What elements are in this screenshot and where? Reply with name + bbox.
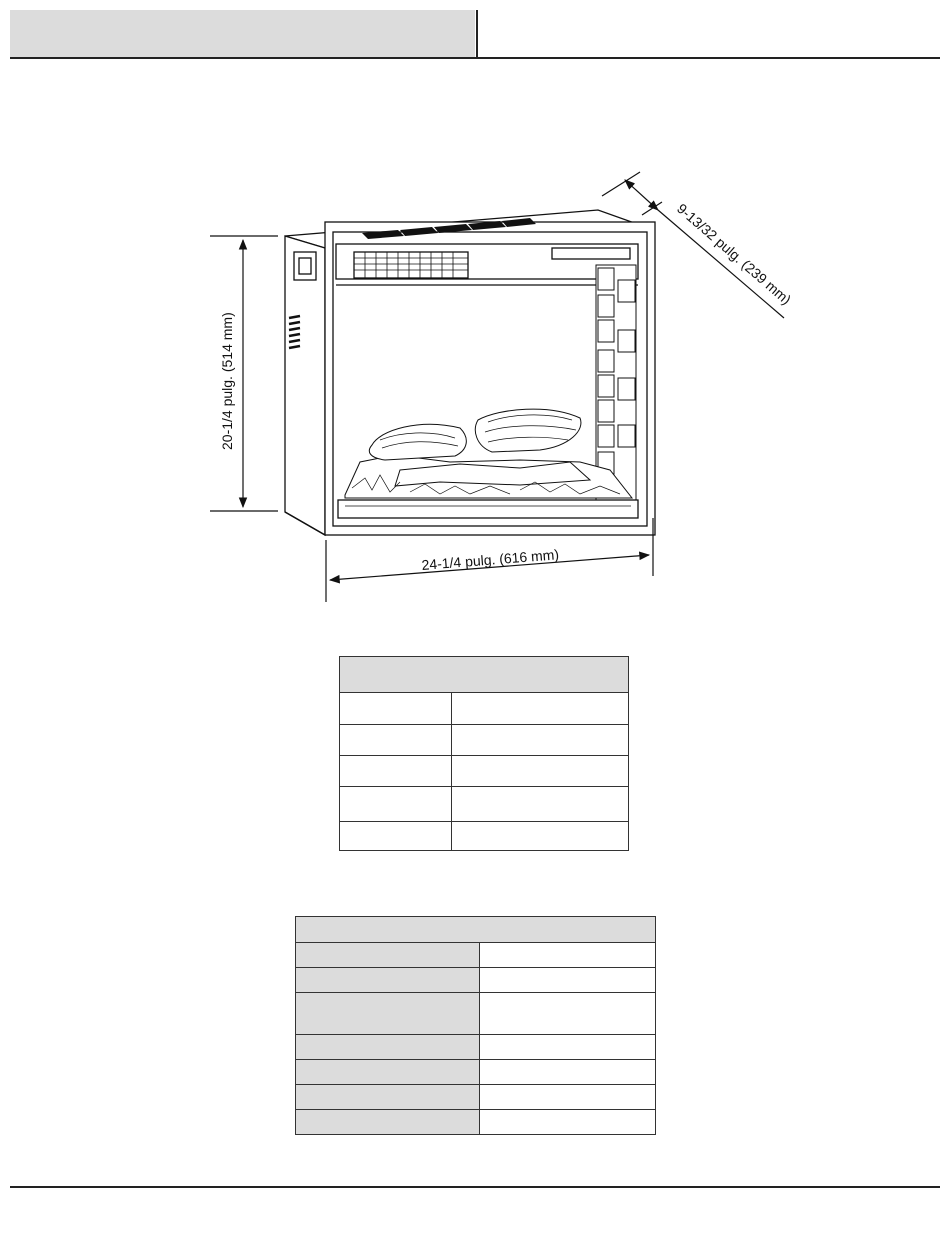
table-cell — [452, 693, 629, 725]
table-cell — [480, 943, 656, 968]
table-cell — [296, 968, 480, 993]
table-cell — [480, 1060, 656, 1085]
table-row — [296, 1110, 656, 1135]
table-cell — [296, 1060, 480, 1085]
table-row — [296, 1035, 656, 1060]
brick-wall — [596, 265, 636, 500]
footer-rule — [10, 1186, 940, 1188]
table-cell — [296, 943, 480, 968]
fireplace-side-panel — [285, 236, 325, 535]
table-cell — [480, 968, 656, 993]
table-header — [340, 657, 629, 693]
table-cell — [340, 822, 452, 851]
table-cell — [480, 993, 656, 1035]
display-slot — [552, 248, 630, 259]
table-cell — [480, 1110, 656, 1135]
table-cell — [452, 822, 629, 851]
table-cell — [480, 1035, 656, 1060]
table-row — [296, 1060, 656, 1085]
heater-grille — [354, 252, 468, 278]
table-cell — [340, 693, 452, 725]
specifications-table-1 — [339, 656, 629, 851]
table-row — [296, 993, 656, 1035]
table-cell — [480, 1085, 656, 1110]
table-cell — [296, 993, 480, 1035]
table-row — [340, 787, 629, 822]
table-row — [296, 943, 656, 968]
table-header-row — [296, 917, 656, 943]
table-row — [340, 725, 629, 756]
table-cell — [452, 756, 629, 787]
table-cell — [340, 756, 452, 787]
table-row — [296, 1085, 656, 1110]
specifications-table-2 — [295, 916, 656, 1135]
table-header — [296, 917, 656, 943]
table-cell — [296, 1085, 480, 1110]
table-cell — [452, 787, 629, 822]
table-row — [340, 693, 629, 725]
table-cell — [452, 725, 629, 756]
fireplace-illustration — [285, 210, 655, 535]
table-row — [340, 822, 629, 851]
table-cell — [296, 1110, 480, 1135]
table-header-row — [340, 657, 629, 693]
table-cell — [340, 725, 452, 756]
table-cell — [296, 1035, 480, 1060]
depth-label: 9-13/32 pulg. (239 mm) — [674, 200, 795, 308]
width-label: 24-1/4 pulg. (616 mm) — [420, 546, 560, 573]
table-row — [296, 968, 656, 993]
height-label: 20-1/4 pulg. (514 mm) — [219, 312, 235, 450]
table-cell — [340, 787, 452, 822]
table-row — [340, 756, 629, 787]
